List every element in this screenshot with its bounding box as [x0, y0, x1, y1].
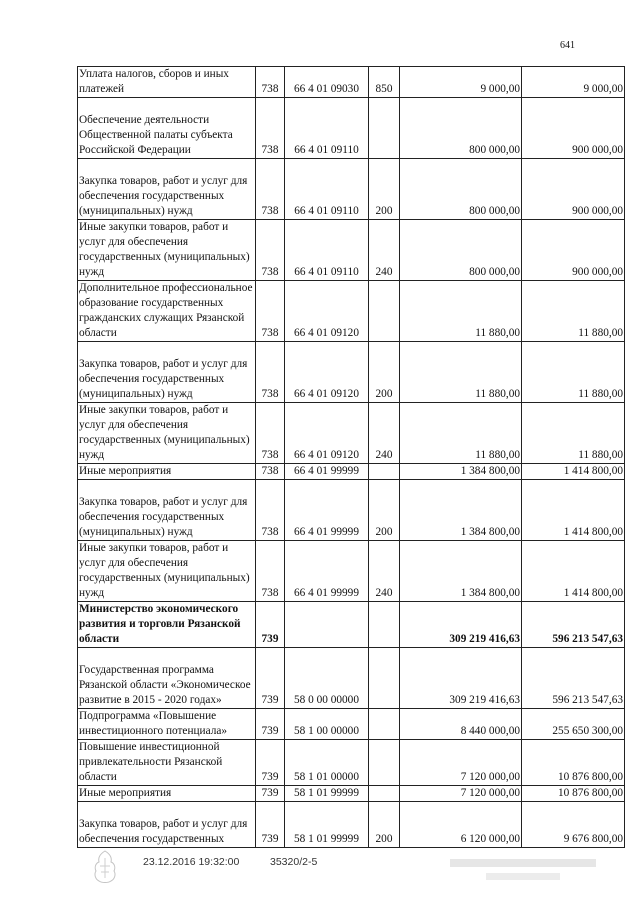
row-name: Закупка товаров, работ и услуг для обеспечения государственных (муниципальных) нужд — [78, 342, 256, 403]
row-vr — [369, 740, 400, 786]
row-vr — [369, 98, 400, 159]
row-vr — [369, 281, 400, 342]
row-csr — [285, 602, 369, 648]
table-row — [78, 403, 625, 464]
footer-datetime: 23.12.2016 19:32:00 — [143, 856, 240, 868]
row-csr: 66 4 01 09120 — [285, 342, 369, 403]
row-name: Государственная программа Рязанской области «Экономическое развитие в 2015 - 2020 годах» — [78, 648, 256, 709]
row-name: Повышение инвестиционной привлекательности Рязанской области — [78, 740, 256, 786]
row-amount-2017: 309 219 416,63 — [400, 648, 522, 709]
row-amount-2018: 9 676 800,00 — [522, 802, 625, 848]
row-vr — [369, 648, 400, 709]
row-amount-2017: 6 120 000,00 — [400, 802, 522, 848]
table-row — [78, 541, 625, 602]
row-amount-2017: 7 120 000,00 — [400, 786, 522, 802]
row-amount-2018: 10 876 800,00 — [522, 740, 625, 786]
table-row — [78, 648, 625, 709]
table-row — [78, 602, 625, 648]
registration-stamp — [448, 856, 598, 884]
row-name: Иные мероприятия — [78, 464, 256, 480]
row-csr: 66 4 01 09110 — [285, 220, 369, 281]
row-csr: 66 4 01 09030 — [285, 67, 369, 98]
row-csr: 58 1 00 00000 — [285, 709, 369, 740]
row-amount-2018: 900 000,00 — [522, 220, 625, 281]
row-amount-2018: 1 414 800,00 — [522, 541, 625, 602]
row-amount-2018: 1 414 800,00 — [522, 480, 625, 541]
row-csr: 66 4 01 09110 — [285, 98, 369, 159]
row-name: Иные мероприятия — [78, 786, 256, 802]
row-ved: 738 — [256, 464, 285, 480]
row-name: Подпрограмма «Повышение инвестиционного потенциала» — [78, 709, 256, 740]
row-csr: 66 4 01 09120 — [285, 281, 369, 342]
table-row — [78, 67, 625, 98]
table-row — [78, 342, 625, 403]
row-amount-2018: 11 880,00 — [522, 403, 625, 464]
row-amount-2018: 10 876 800,00 — [522, 786, 625, 802]
row-amount-2017: 800 000,00 — [400, 98, 522, 159]
row-amount-2017: 11 880,00 — [400, 403, 522, 464]
row-amount-2018: 596 213 547,63 — [522, 648, 625, 709]
row-name: Закупка товаров, работ и услуг для обеспечения государственных (муниципальных) нужд — [78, 159, 256, 220]
row-ved: 738 — [256, 98, 285, 159]
row-name: Министерство экономического развития и торговли Рязанской области — [78, 602, 256, 648]
row-name: Иные закупки товаров, работ и услуг для обеспечения государственных (муниципальных) нужд — [78, 220, 256, 281]
row-csr: 66 4 01 99999 — [285, 480, 369, 541]
table-row — [78, 281, 625, 342]
row-name: Иные закупки товаров, работ и услуг для обеспечения государственных (муниципальных) нужд — [78, 403, 256, 464]
row-ved: 738 — [256, 342, 285, 403]
table-row — [78, 480, 625, 541]
row-csr: 58 1 01 99999 — [285, 786, 369, 802]
row-name: Уплата налогов, сборов и иных платежей — [78, 67, 256, 98]
row-ved: 739 — [256, 740, 285, 786]
row-amount-2018: 900 000,00 — [522, 159, 625, 220]
row-ved: 738 — [256, 67, 285, 98]
row-amount-2018: 11 880,00 — [522, 281, 625, 342]
row-vr: 200 — [369, 159, 400, 220]
table-row — [78, 220, 625, 281]
row-name: Обеспечение деятельности Общественной палаты субъекта Российской Федерации — [78, 98, 256, 159]
row-vr: 850 — [369, 67, 400, 98]
row-vr: 200 — [369, 480, 400, 541]
row-ved: 739 — [256, 648, 285, 709]
row-amount-2017: 11 880,00 — [400, 342, 522, 403]
table-row — [78, 709, 625, 740]
row-amount-2018: 9 000,00 — [522, 67, 625, 98]
row-amount-2017: 309 219 416,63 — [400, 602, 522, 648]
row-vr: 240 — [369, 541, 400, 602]
row-vr: 240 — [369, 220, 400, 281]
row-ved: 739 — [256, 786, 285, 802]
row-ved: 738 — [256, 541, 285, 602]
table-row — [78, 740, 625, 786]
budget-table — [77, 66, 625, 848]
row-amount-2017: 11 880,00 — [400, 281, 522, 342]
table-row — [78, 464, 625, 480]
row-name: Закупка товаров, работ и услуг для обеспечения государственных (муниципальных) нужд — [78, 480, 256, 541]
table-row — [78, 802, 625, 848]
table-row — [78, 786, 625, 802]
row-csr: 66 4 01 09110 — [285, 159, 369, 220]
row-vr — [369, 709, 400, 740]
table-row — [78, 98, 625, 159]
row-csr: 58 1 01 99999 — [285, 802, 369, 848]
row-vr: 200 — [369, 342, 400, 403]
row-csr: 66 4 01 09120 — [285, 403, 369, 464]
row-name: Дополнительное профессиональное образование государственных гражданских служащих Рязанской области — [78, 281, 256, 342]
footer-doc-number: 35320/2-5 — [270, 856, 318, 868]
row-csr: 58 0 00 00000 — [285, 648, 369, 709]
emblem-seal-icon — [88, 848, 122, 886]
row-name: Иные закупки товаров, работ и услуг для обеспечения государственных (муниципальных) нужд — [78, 541, 256, 602]
row-amount-2017: 8 440 000,00 — [400, 709, 522, 740]
row-amount-2017: 800 000,00 — [400, 220, 522, 281]
row-amount-2017: 1 384 800,00 — [400, 480, 522, 541]
row-ved: 738 — [256, 281, 285, 342]
row-amount-2018: 596 213 547,63 — [522, 602, 625, 648]
row-name: Закупка товаров, работ и услуг для обеспечения государственных — [78, 802, 256, 848]
row-vr — [369, 786, 400, 802]
row-ved: 738 — [256, 159, 285, 220]
row-ved: 738 — [256, 403, 285, 464]
row-ved: 738 — [256, 480, 285, 541]
row-vr — [369, 464, 400, 480]
row-csr: 66 4 01 99999 — [285, 464, 369, 480]
row-csr: 58 1 01 00000 — [285, 740, 369, 786]
row-amount-2018: 255 650 300,00 — [522, 709, 625, 740]
row-amount-2017: 1 384 800,00 — [400, 541, 522, 602]
row-ved: 739 — [256, 709, 285, 740]
row-amount-2018: 1 414 800,00 — [522, 464, 625, 480]
page-number: 641 — [560, 40, 575, 51]
row-csr: 66 4 01 99999 — [285, 541, 369, 602]
row-amount-2017: 800 000,00 — [400, 159, 522, 220]
row-vr: 240 — [369, 403, 400, 464]
row-ved: 738 — [256, 220, 285, 281]
row-vr — [369, 602, 400, 648]
row-amount-2018: 900 000,00 — [522, 98, 625, 159]
row-amount-2018: 11 880,00 — [522, 342, 625, 403]
row-amount-2017: 7 120 000,00 — [400, 740, 522, 786]
row-ved: 739 — [256, 602, 285, 648]
row-vr: 200 — [369, 802, 400, 848]
row-ved: 739 — [256, 802, 285, 848]
table-row — [78, 159, 625, 220]
row-amount-2017: 1 384 800,00 — [400, 464, 522, 480]
row-amount-2017: 9 000,00 — [400, 67, 522, 98]
